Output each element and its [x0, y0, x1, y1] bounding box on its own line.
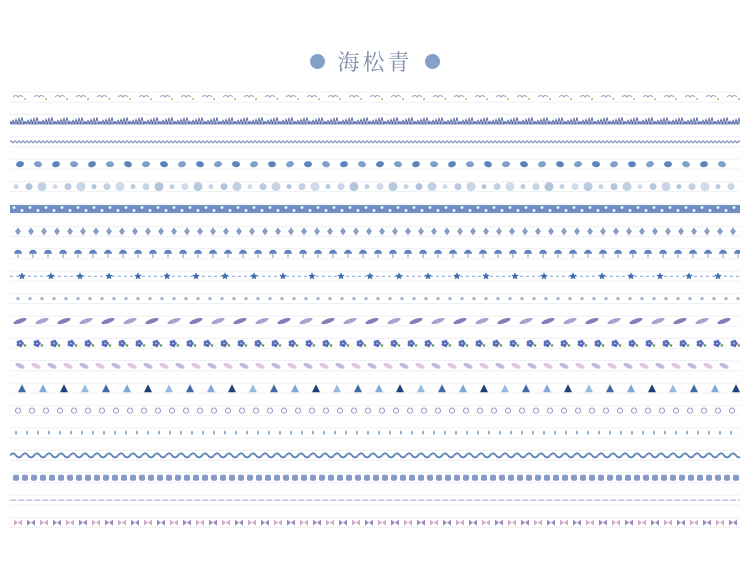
tape-strip-blue-flowers	[10, 338, 740, 348]
tape-strip-raindrops	[10, 428, 740, 438]
washi-tape-collection	[10, 90, 740, 536]
washi-tape-strips	[10, 90, 740, 536]
tape-strip-birds	[10, 92, 740, 102]
tape-strip-butterflies	[10, 518, 740, 528]
tape-strip-shells	[10, 473, 740, 483]
tape-strip-umbrellas-fish	[10, 249, 740, 259]
tape-strip-small-waves	[10, 137, 740, 147]
tape-strip-diamonds	[10, 226, 740, 236]
tape-strip-wave-line	[10, 450, 740, 460]
tape-strip-dots	[10, 182, 740, 192]
tape-strip-flower-doodles	[10, 406, 740, 416]
tape-strip-stars	[10, 271, 740, 281]
tape-strip-feathers	[10, 316, 740, 326]
tape-strip-thin-line	[10, 495, 740, 505]
tape-strip-leaves	[10, 159, 740, 169]
page-title: 海松青	[337, 50, 413, 76]
title-right-dot	[425, 54, 440, 69]
title-left-dot	[310, 54, 325, 69]
tape-strip-tiny-flowers	[10, 294, 740, 304]
tape-strip-polka-band	[10, 204, 740, 214]
tape-strip-triangles	[10, 383, 740, 393]
title-row	[0, 44, 750, 78]
tape-strip-grass	[10, 114, 740, 124]
tape-strip-petals	[10, 361, 740, 371]
